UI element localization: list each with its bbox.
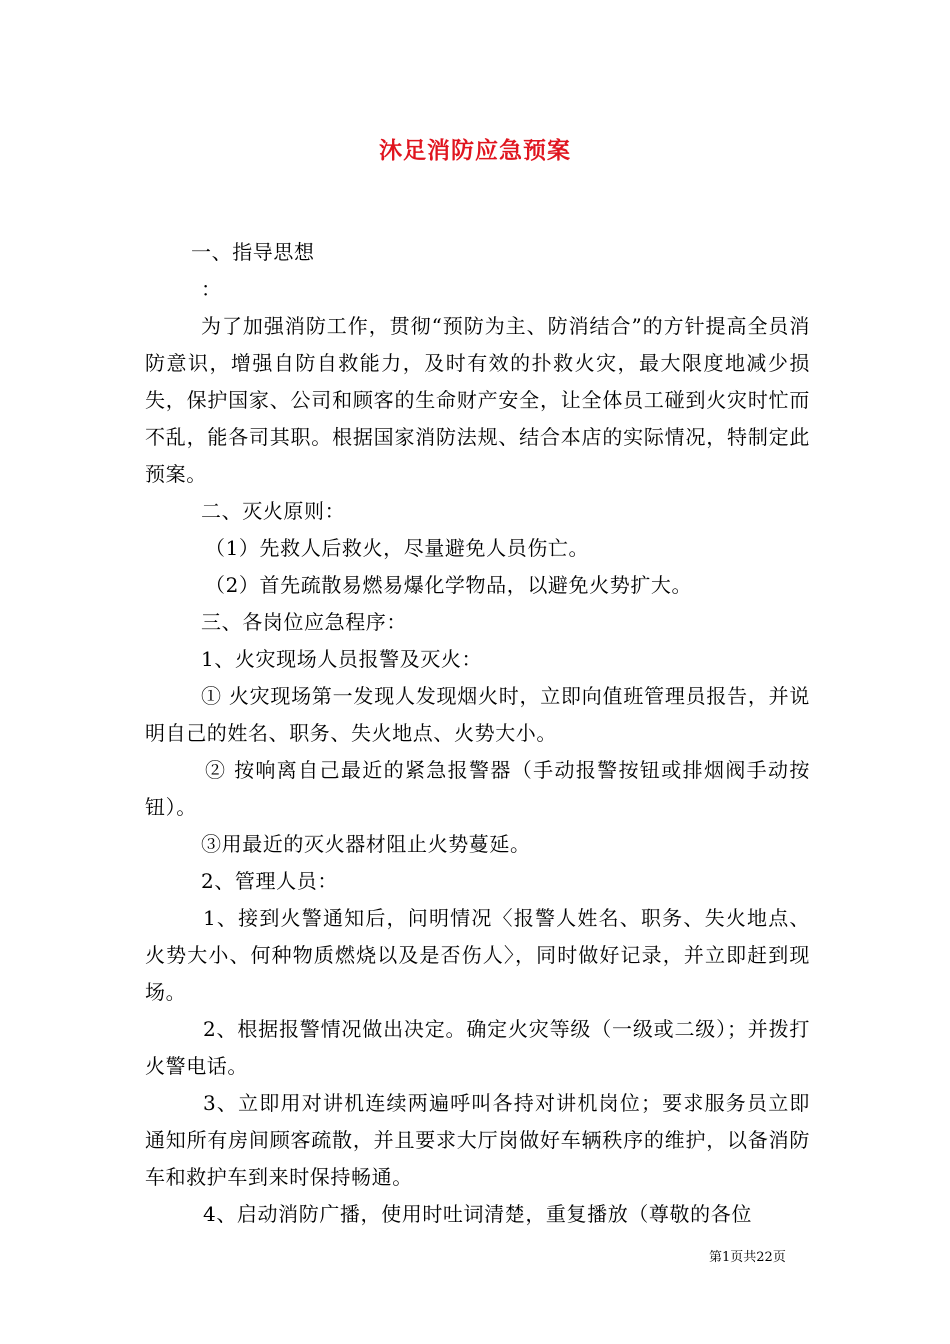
paragraph: 4、启动消防广播，使用时吐词清楚，重复播放（尊敬的各位 (203, 1202, 752, 1226)
paragraph: ③用最近的灭火器材阻止火势蔓延。 (201, 832, 531, 856)
paragraph: 2、根据报警情况做出决定。确定火灾等级（一级或二级）；并拨打火警电话。 (145, 1017, 810, 1078)
paragraph: 1、火灾现场人员报警及灭火： (201, 647, 483, 671)
paragraph: 一、指导思想 (191, 240, 315, 264)
paragraph: （1）先救人后救火，尽量避免人员伤亡。 (205, 536, 590, 560)
paragraph: 二、灭火原则： (201, 499, 346, 523)
paragraph: ： (201, 277, 222, 301)
paragraph: 1、接到火警通知后，问明情况〈报警人姓名、职务、失火地点、火势大小、何种物质燃烧以及是否伤人〉，同时做好记录，并立即赶到现场。 (145, 906, 810, 1004)
document-title: 沐足消防应急预案 (379, 137, 571, 164)
page-number: 第1页共22页 (709, 1250, 786, 1265)
paragraph: ① 火灾现场第一发现人发现烟火时，立即向值班管理员报告，并说明自己的姓名、职务、失火地点、火势大小。 (145, 684, 810, 745)
paragraph: 2、管理人员： (201, 869, 338, 893)
paragraph: （2）首先疏散易燃易爆化学物品，以避免火势扩大。 (205, 573, 693, 597)
paragraph: 3、立即用对讲机连续两遍呼叫各持对讲机岗位；要求服务员立即通知所有房间顾客疏散，并且要求大厅岗做好车辆秩序的维护，以备消防车和救护车到来时保持畅通。 (145, 1091, 810, 1189)
document-body (145, 234, 810, 1233)
paragraph: 三、各岗位应急程序： (201, 610, 407, 634)
paragraph: ② 按响离自己最近的紧急报警器（手动报警按钮或排烟阀手动按钮）。 (145, 758, 810, 819)
paragraph: 为了加强消防工作，贯彻“预防为主、防消结合”的方针提高全员消防意识，增强自防自救能力，及时有效的扑救火灾，最大限度地减少损失，保护国家、公司和顾客的生命财产安全，让全体员工碰到火灾时忙而不乱，能各司其职。根据国家消防法规、结合本店的实际情况，特制定此预案。 (145, 314, 810, 486)
